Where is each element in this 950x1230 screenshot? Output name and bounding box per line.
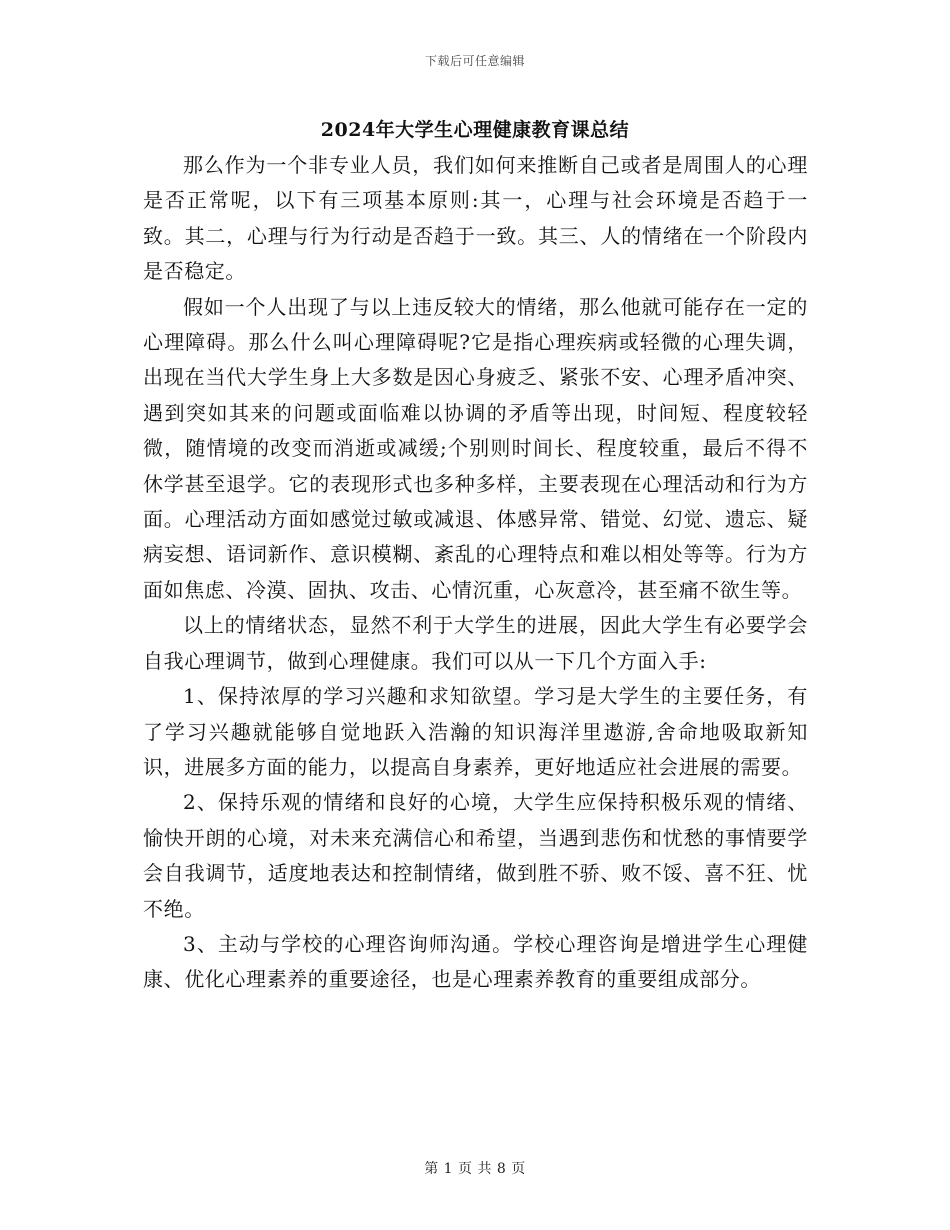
document-body — [143, 148, 808, 998]
paragraph-intro: 那么作为一个非专业人员，我们如何来推断自己或者是周围人的心理是否正常呢，以下有三项基本原则:其一，心理与社会环境是否趋于一致。其二，心理与行为行动是否趋于一致。其三、人的情绪在一个阶段内是否稳定。 — [143, 153, 808, 284]
paragraph-point-1: 1、保持浓厚的学习兴趣和求知欲望。学习是大学生的主要任务，有了学习兴趣就能够自觉地跃入浩瀚的知识海洋里遨游,舍命地吸取新知识，进展多方面的能力，以提高自身素养，更好地适应社会进展的需要。 — [143, 684, 808, 779]
paragraph-self-regulation: 以上的情绪状态，显然不利于大学生的进展，因此大学生有必要学会自我心理调节，做到心理健康。我们可以从一下几个方面入手: — [143, 613, 808, 673]
paragraph-psych-disorder: 假如一个人出现了与以上违反较大的情绪，那么他就可能存在一定的心理障碍。那么什么叫心理障碍呢?它是指心理疾病或轻微的心理失调，出现在当代大学生身上大多数是因心身疲乏、紧张不安、心理矛盾冲突、遇到突如其来的问题或面临难以协调的矛盾等出现，时间短、程度较轻微，随情境的改变而消逝或减缓;个别则时间长、程度较重，最后不得不休学甚至退学。它的表现形式也多种多样，主要表现在心理活动和行为方面。心理活动方面如感觉过敏或减退、体感异常、错觉、幻觉、遗忘、疑病妄想、语词新作、意识模糊、紊乱的心理特点和难以相处等等。行为方面如焦虑、冷漠、固执、攻击、心情沉重，心灰意冷，甚至痛不欲生等。 — [143, 294, 808, 602]
header-note: 下载后可任意编辑 — [424, 54, 525, 68]
document-title: 2024年大学生心理健康教育课总结 — [320, 119, 630, 141]
paragraph-point-3: 3、主动与学校的心理咨询师沟通。学校心理咨询是增进学生心理健康、优化心理素养的重要途径，也是心理素养教育的重要组成部分。 — [143, 931, 808, 992]
paragraph-point-2: 2、保持乐观的情绪和良好的心境，大学生应保持积极乐观的情绪、愉快开朗的心境，对未来充满信心和希望，当遇到悲伤和忧愁的事情要学会自我调节，适度地表达和控制情绪，做到胜不骄、败不馁、喜不狂、忧不绝。 — [143, 790, 808, 921]
page-footer: 第 1 页 共 8 页 — [424, 1161, 526, 1177]
